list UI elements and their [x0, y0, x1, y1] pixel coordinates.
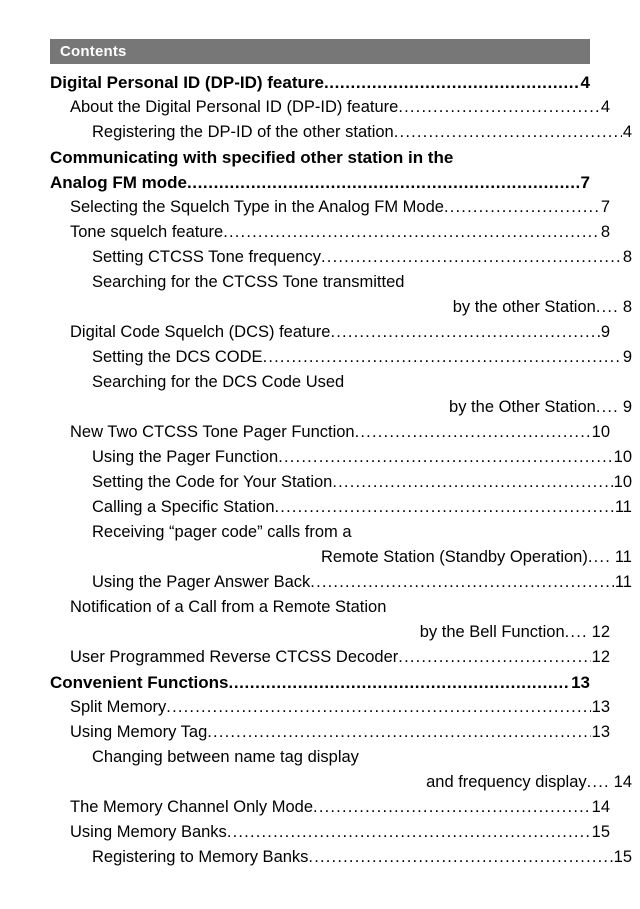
toc-entry-label: Using Memory Banks: [70, 823, 227, 841]
toc-dot-leader: [229, 670, 571, 695]
toc-entry-label: Analog FM mode: [50, 173, 187, 192]
toc-dot-leader: [330, 320, 599, 345]
toc-dot-leader: [596, 295, 622, 320]
toc-entry-label: Digital Personal ID (DP-ID) feature: [50, 73, 324, 92]
toc-page-number: 12: [591, 623, 610, 641]
toc-entry-label: Searching for the DCS Code Used: [92, 373, 345, 391]
toc-page-number: 15: [613, 848, 632, 866]
toc-page-number: 14: [613, 773, 632, 791]
toc-entry-label: Split Memory: [70, 698, 167, 716]
toc-entry-label: Changing between name tag display: [92, 748, 359, 766]
toc-dot-leader: [275, 495, 614, 520]
table-of-contents: [50, 70, 632, 870]
toc-page-number: 7: [600, 198, 610, 216]
toc-entry-label: Receiving “pager code” calls from a: [92, 523, 352, 541]
toc-dot-leader: [310, 570, 614, 595]
toc-page-number: 9: [622, 348, 632, 366]
toc-entry[interactable]: [50, 320, 610, 345]
toc-entry[interactable]: [50, 95, 610, 120]
toc-dot-leader: [187, 170, 580, 195]
toc-entry-label: Convenient Functions: [50, 673, 229, 692]
toc-entry-label: New Two CTCSS Tone Pager Function: [70, 423, 355, 441]
toc-dot-leader: [321, 245, 622, 270]
toc-dot-leader: [263, 345, 622, 370]
toc-entry[interactable]: [50, 745, 632, 770]
toc-entry[interactable]: [50, 145, 590, 170]
toc-page-number: 9: [600, 323, 610, 341]
toc-dot-leader: [308, 845, 612, 870]
toc-page-number: 4: [622, 123, 632, 141]
toc-entry-label: Remote Station (Standby Operation): [320, 548, 588, 566]
toc-entry-label: Selecting the Squelch Type in the Analog FM Mode: [70, 198, 444, 216]
toc-entry[interactable]: [50, 220, 610, 245]
toc-entry[interactable]: [50, 420, 610, 445]
toc-entry[interactable]: [50, 120, 632, 145]
toc-dot-leader: [166, 695, 590, 720]
toc-entry-label: Setting the DCS CODE: [92, 348, 263, 366]
toc-entry[interactable]: [50, 295, 632, 320]
toc-page-number: 11: [614, 498, 632, 516]
toc-dot-leader: [398, 645, 590, 670]
toc-entry[interactable]: [50, 820, 610, 845]
toc-entry-label: Searching for the CTCSS Tone transmitted: [92, 273, 405, 291]
toc-entry[interactable]: [50, 495, 632, 520]
toc-page-number: 4: [580, 73, 590, 92]
toc-dot-leader: [278, 445, 612, 470]
toc-entry[interactable]: [50, 720, 610, 745]
toc-page-number: 4: [600, 98, 610, 116]
toc-dot-leader: [394, 120, 622, 145]
toc-entry-label: Using Memory Tag: [70, 723, 208, 741]
toc-entry[interactable]: [50, 270, 632, 295]
toc-dot-leader: [324, 70, 580, 95]
toc-entry-label: About the Digital Personal ID (DP-ID) feature: [70, 98, 399, 116]
toc-page-number: 10: [591, 423, 610, 441]
toc-page-number: 11: [614, 548, 632, 566]
contents-header-label: Contents: [60, 43, 127, 60]
toc-dot-leader: [227, 820, 591, 845]
toc-entry-label: Digital Code Squelch (DCS) feature: [70, 323, 331, 341]
toc-entry[interactable]: [50, 170, 590, 195]
toc-entry[interactable]: [50, 845, 632, 870]
toc-entry[interactable]: [50, 795, 610, 820]
toc-dot-leader: [207, 720, 590, 745]
toc-dot-leader: [332, 470, 612, 495]
toc-page-number: 8: [622, 298, 632, 316]
toc-entry-label: The Memory Channel Only Mode: [70, 798, 314, 816]
toc-page-number: 14: [591, 798, 610, 816]
toc-entry[interactable]: [50, 520, 632, 545]
toc-page-number: 13: [591, 723, 610, 741]
toc-page-number: 10: [613, 448, 632, 466]
toc-entry-label: by the Other Station: [449, 398, 596, 416]
toc-entry-label: Communicating with specified other station in the: [50, 148, 454, 167]
toc-entry[interactable]: [50, 395, 632, 420]
toc-page-number: 8: [600, 223, 610, 241]
toc-entry-label: Notification of a Call from a Remote Station: [70, 598, 387, 616]
toc-entry[interactable]: [50, 695, 610, 720]
toc-entry-label: by the Bell Function: [419, 623, 565, 641]
toc-entry[interactable]: [50, 620, 610, 645]
toc-page-number: 9: [622, 398, 632, 416]
toc-entry[interactable]: [50, 645, 610, 670]
toc-entry-label: Setting CTCSS Tone frequency: [92, 248, 321, 266]
toc-dot-leader: [313, 795, 591, 820]
toc-entry-label: and frequency display: [426, 773, 587, 791]
toc-page-number: 8: [622, 248, 632, 266]
toc-entry-label: Tone squelch feature: [70, 223, 224, 241]
toc-entry-label: Registering to Memory Banks: [92, 848, 309, 866]
toc-entry[interactable]: [50, 445, 632, 470]
toc-entry[interactable]: [50, 570, 632, 595]
toc-entry-label: Using the Pager Answer Back: [92, 573, 311, 591]
toc-entry-label: Setting the Code for Your Station: [92, 473, 333, 491]
toc-entry[interactable]: [50, 670, 590, 695]
toc-entry-label: Calling a Specific Station: [92, 498, 275, 516]
toc-entry[interactable]: [50, 470, 632, 495]
toc-entry-label: by the other Station: [452, 298, 596, 316]
toc-page-number: 13: [591, 698, 610, 716]
toc-dot-leader: [565, 620, 591, 645]
toc-entry-label: Using the Pager Function: [92, 448, 279, 466]
toc-dot-leader: [588, 545, 614, 570]
toc-dot-leader: [587, 770, 613, 795]
toc-entry[interactable]: [50, 370, 632, 395]
toc-dot-leader: [444, 195, 600, 220]
toc-page-number: 11: [614, 573, 632, 591]
toc-entry[interactable]: [50, 545, 632, 570]
toc-page-number: 12: [591, 648, 610, 666]
toc-entry[interactable]: [50, 195, 610, 220]
toc-entry[interactable]: [50, 345, 632, 370]
toc-entry-label: User Programmed Reverse CTCSS Decoder: [70, 648, 399, 666]
toc-entry[interactable]: [50, 245, 632, 270]
toc-entry-label: Registering the DP-ID of the other station: [92, 123, 394, 141]
toc-dot-leader: [355, 420, 591, 445]
toc-entry[interactable]: [50, 770, 632, 795]
toc-dot-leader: [223, 220, 600, 245]
toc-page-number: 10: [613, 473, 632, 491]
toc-dot-leader: [596, 395, 622, 420]
toc-page-number: 13: [571, 673, 590, 692]
toc-entry[interactable]: [50, 595, 610, 620]
toc-page-number: 7: [580, 173, 590, 192]
contents-header-bar: [50, 39, 590, 64]
toc-page-number: 15: [591, 823, 610, 841]
toc-entry[interactable]: [50, 70, 590, 95]
toc-dot-leader: [398, 95, 600, 120]
